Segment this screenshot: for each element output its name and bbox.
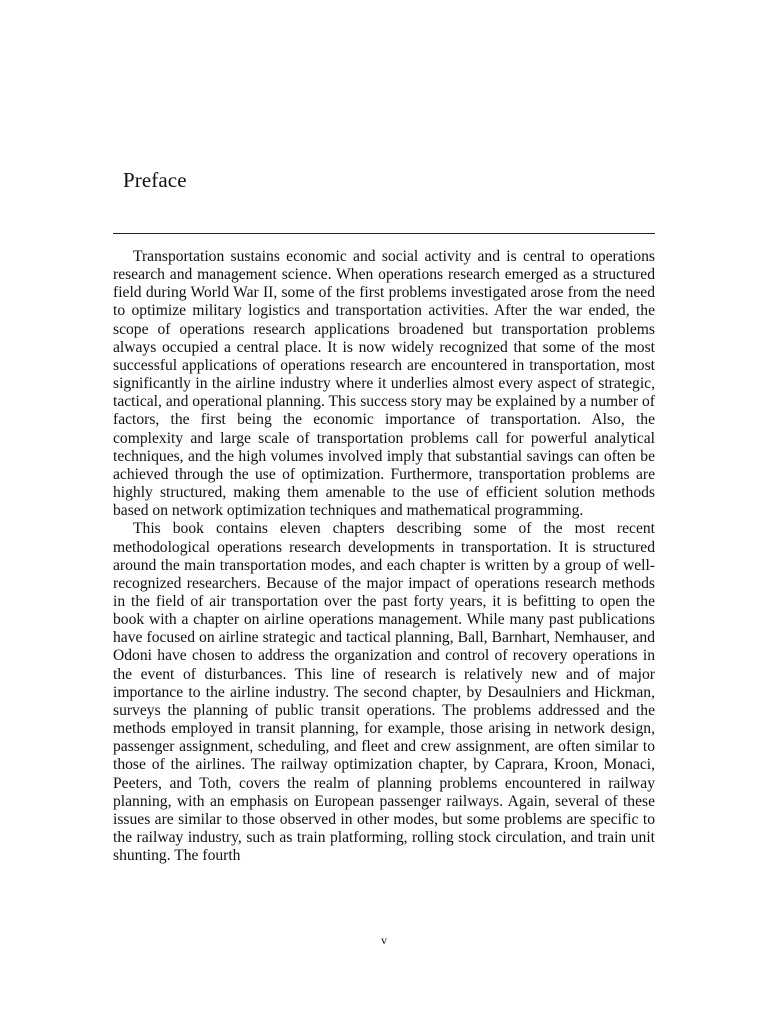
body-text [113,248,655,865]
page-number: v [381,933,387,947]
paragraph-1: Transportation sustains economic and social activity and is central to operations research and management science. When operations research emerged as a structured field during World War II, some of the first problems investigated arose from the need to optimize military logistics and transportation activities. After the war ended, the scope of operations research applications broadened but transportation problems always occupied a central place. It is now widely recognized that some of the most successful applications of operations research are encountered in transportation, most significantly in the airline industry where it underlies almost every aspect of strategic, tactical, and operational planning. This success story may be explained by a number of factors, the first being the economic importance of transportation. Also, the complexity and large scale of transportation problems call for powerful analytical techniques, and the high volumes involved imply that substantial savings can often be achieved through the use of optimization. Furthermore, transportation problems are highly structured, making them amenable to the use of efficient solution methods based on network optimization techniques and mathematical programming. [113,248,655,520]
paragraph-2: This book contains eleven chapters describing some of the most recent methodological operations research developments in transportation. It is structured around the main transportation modes, and each chapter is written by a group of well-recognized researchers. Because of the major impact of operations research methods in the field of air transportation over the past forty years, it is befitting to open the book with a chapter on airline operations management. While many past publications have focused on airline strategic and tactical planning, Ball, Barnhart, Nemhauser, and Odoni have chosen to address the organization and control of recovery operations in the event of disturbances. This line of research is relatively new and of major importance to the airline industry. The second chapter, by Desaulniers and Hickman, surveys the planning of public transit operations. The problems addressed and the methods employed in transit planning, for example, those arising in network design, passenger assignment, scheduling, and fleet and crew assignment, are often similar to those of the airlines. The railway optimization chapter, by Caprara, Kroon, Monaci, Peeters, and Toth, covers the realm of planning problems encountered in railway planning, with an emphasis on European passenger railways. Again, several of these issues are similar to those observed in other modes, but some problems are specific to the railway industry, such as train platforming, rolling stock circulation, and train unit shunting. The fourth [113,520,655,865]
page-title: Preface [123,168,187,192]
title-rule [113,233,655,234]
